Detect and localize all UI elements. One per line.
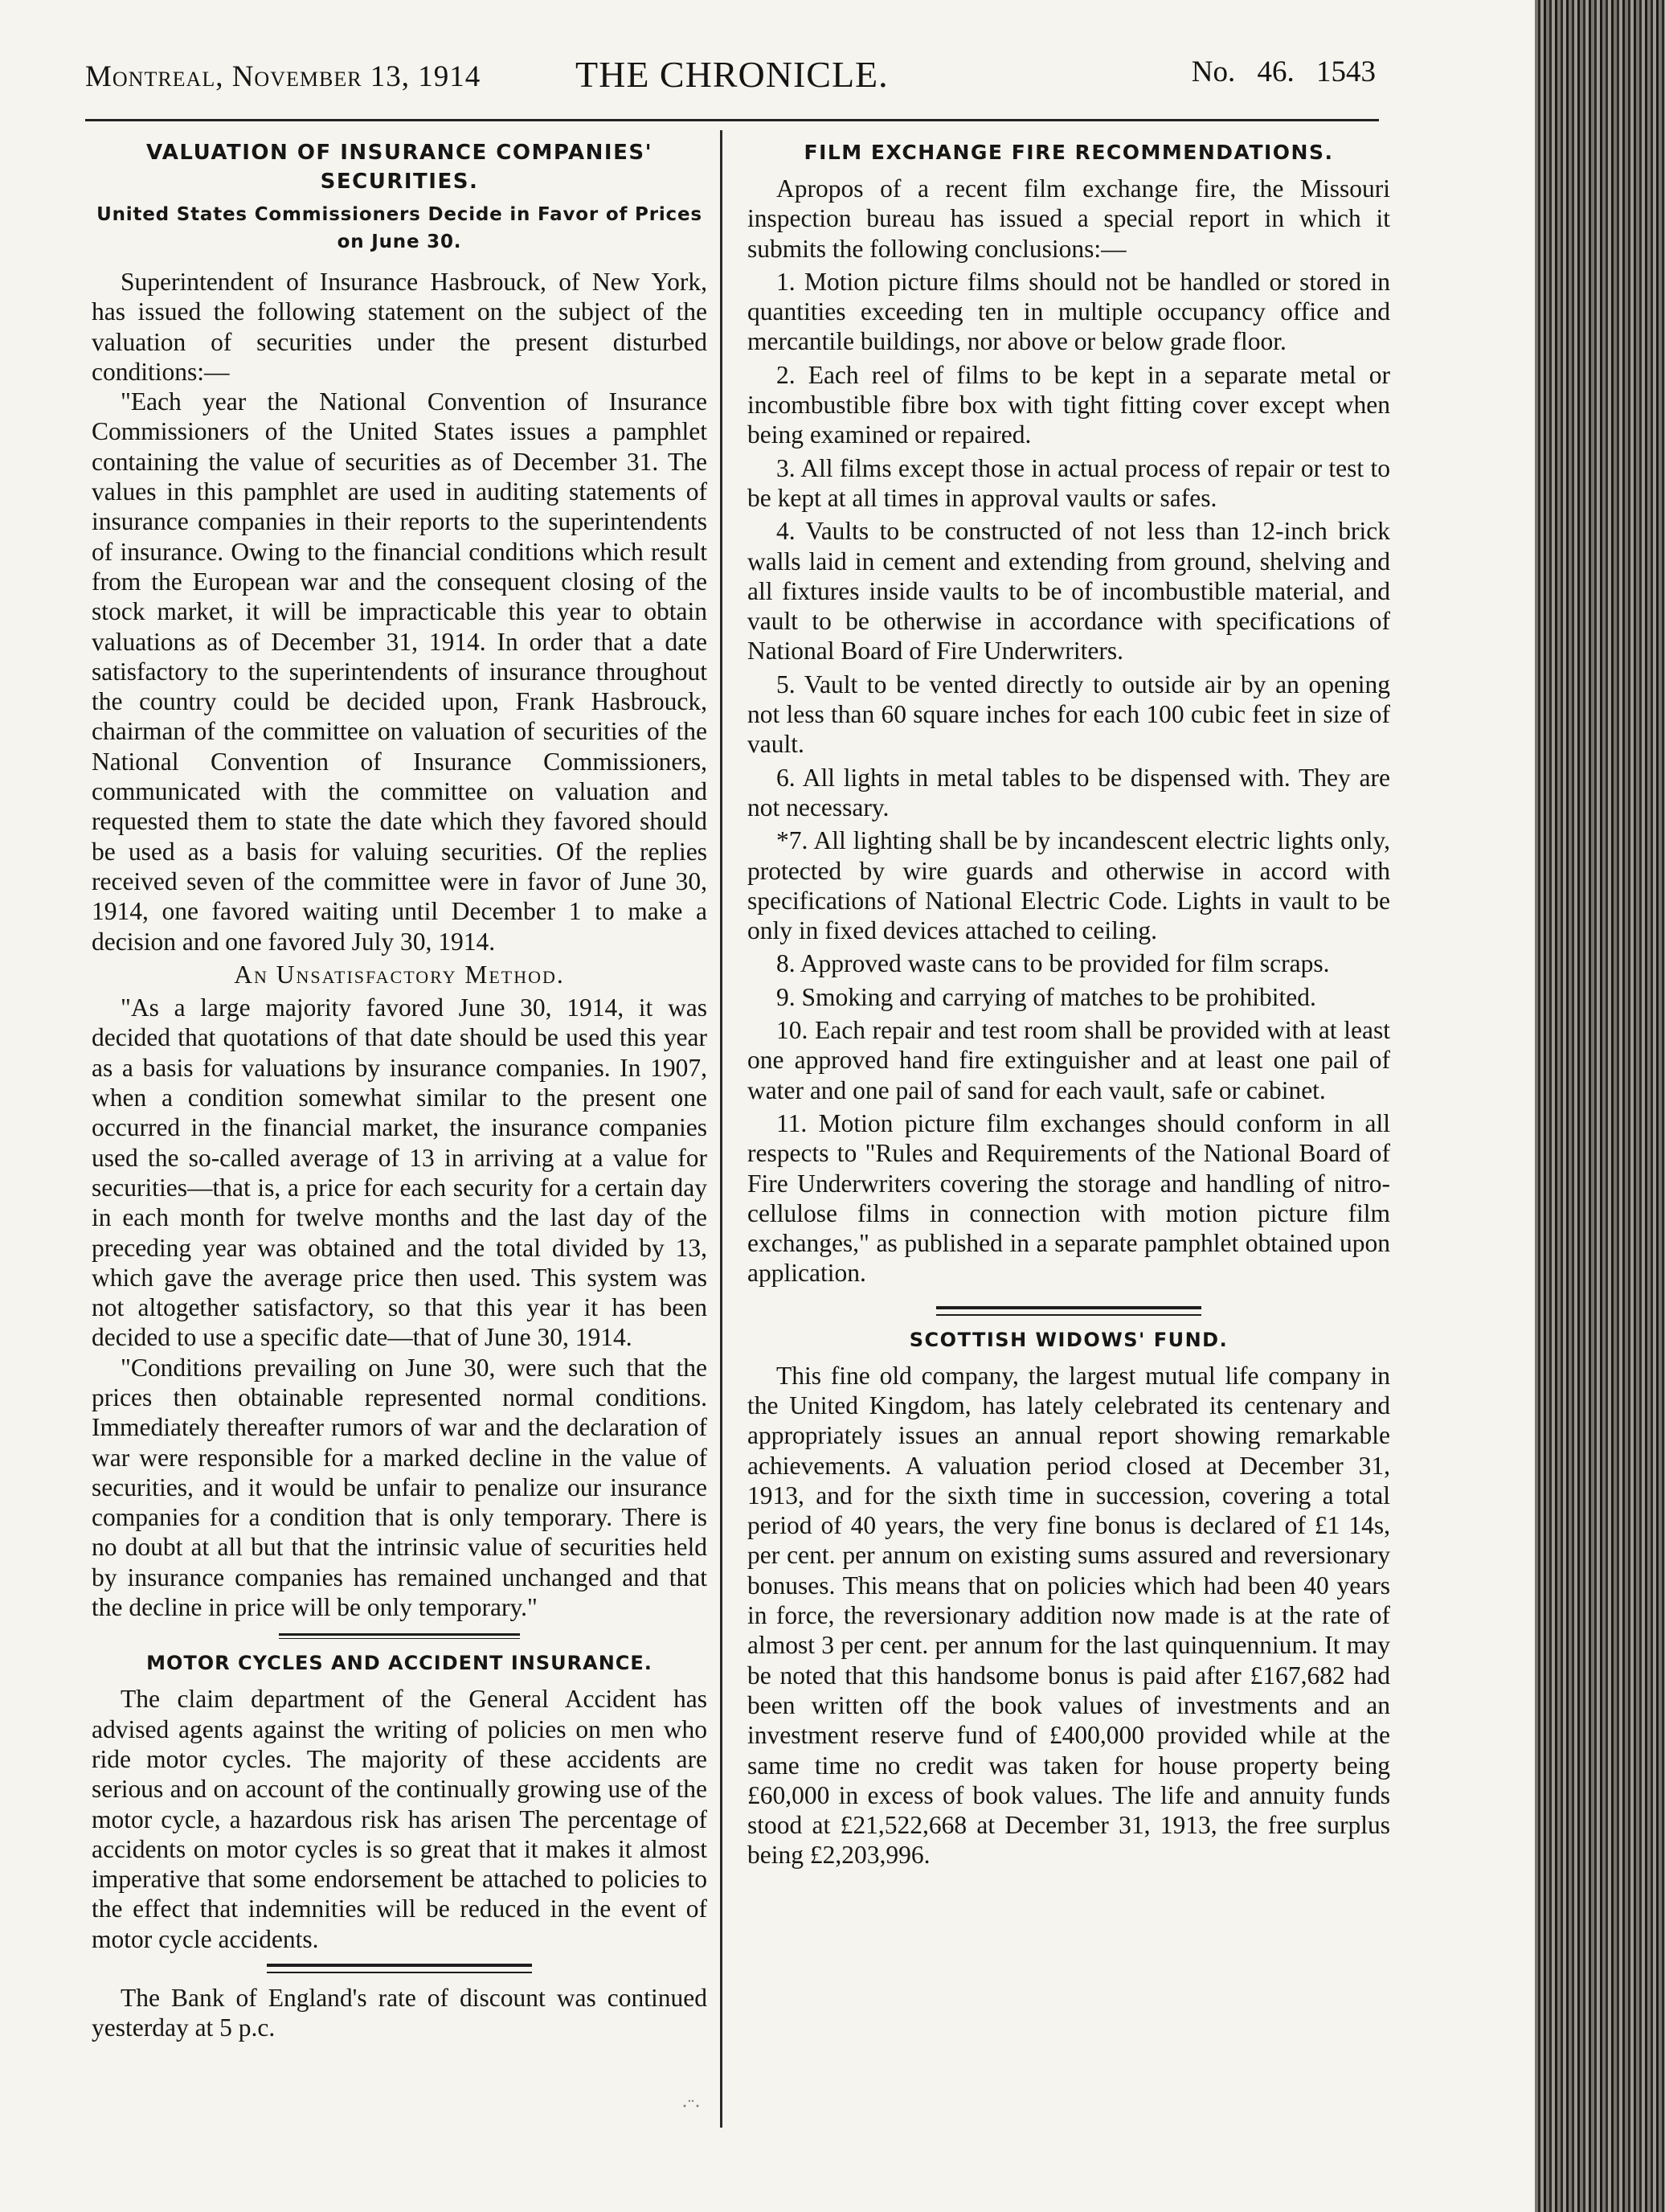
issue-number: No. 46. bbox=[1191, 55, 1295, 88]
separator-rule bbox=[936, 1306, 1201, 1316]
paragraph: Superintendent of Insurance Hasbrouck, of New York, has issued the following statement on the subject of the valuation of securities under the present disturbed conditions:— bbox=[92, 268, 707, 386]
article-title-scottish-widows: SCOTTISH WIDOWS' FUND. bbox=[909, 1328, 1229, 1351]
list-item: 3. All films except those in actual process of repair or test to be kept at all times in approval vaults or safes. bbox=[747, 453, 1390, 512]
list-item: 4. Vaults to be constructed of not less than 12-inch brick walls laid in cement and extending from ground, shelving and all fixtures inside vaults to be of incombustible material, and vault to be otherwise in accordance with specifications of National Board of Fire Underwriters. bbox=[747, 517, 1390, 666]
paragraph: Apropos of a recent film exchange fire, the Missouri inspection bureau has issued a special report in which it submits the following conclusions:— bbox=[747, 174, 1390, 263]
list-item: *7. All lighting shall be by incandescent electric lights only, protected by wire guards and otherwise in accord with specifications of National Electric Code. Lights in vault to be only in fixed devices attached to ceiling. bbox=[747, 826, 1390, 945]
subheading: An Unsatisfactory Method. bbox=[234, 960, 565, 989]
right-column bbox=[747, 138, 1390, 1870]
paragraph-bank-rate: The Bank of England's rate of discount was continued yesterday at 5 p.c. bbox=[92, 1984, 707, 2042]
article-title-valuation: VALUATION OF INSURANCE COMPANIES' SECURITIES. bbox=[145, 141, 653, 194]
list-item: 9. Smoking and carrying of matches to be prohibited. bbox=[776, 982, 1316, 1011]
header-rule bbox=[85, 119, 1379, 121]
article-title-film-exchange: FILM EXCHANGE FIRE RECOMMENDATIONS. bbox=[804, 141, 1334, 164]
dateline: Montreal, November 13, 1914 bbox=[85, 60, 481, 93]
separator-rule bbox=[279, 1633, 520, 1639]
separator-rule bbox=[267, 1964, 532, 1973]
page-mark: ·¨· bbox=[681, 2096, 701, 2117]
paragraph: "Each year the National Convention of Insurance Commissioners of the United States issues a pamphlet containing the value of securities as of December 31. The values in this pamphlet are used in auditing statements of insurance companies in their reports to the superintendents of insurance. Owing to the financial conditions which result from the European war and the consequent closing of the stock market, it will be impracticable this year to obtain valuations as of December 31, 1914. In order that a date satisfactory to the superintendents of insurance throughout the country could be decided upon, Frank Hasbrouck, chairman of the committee on valuation of securities of the National Convention of Insurance Commissioners, communicated with the committee on valuation and requested them to state the date which they favored should be used as a basis for valuing securities. Of the replies received seven of the committee were in favor of June 30, 1914, one favored waiting until December 1 to make a decision and one favored July 30, 1914. bbox=[92, 387, 707, 956]
list-item: 2. Each reel of films to be kept in a separate metal or incombustible fibre box with tight fitting cover except when being examined or repaired. bbox=[747, 360, 1390, 449]
masthead-title: THE CHRONICLE. bbox=[575, 54, 889, 95]
list-item: 10. Each repair and test room shall be provided with at least one approved hand fire extinguisher and at least one pail of water and one pail of sand for each vault, safe or cabinet. bbox=[747, 1016, 1390, 1104]
paragraph: This fine old company, the largest mutual life company in the United Kingdom, has lately celebrated its centenary and appropriately issues an annual report showing remarkable achievements. A valuation period closed at December 31, 1913, and for the sixth time in succession, covering a total period of 40 years, the very fine bonus is declared of £1 14s, per cent. per annum on existing sums assured and reversionary bonuses. This means that on policies which had been 40 years in force, the reversionary addition now made is at the rate of almost 3 per cent. per annum for the last quinquennium. It may be noted that this handsome bonus is paid after £167,682 had been written off the book values of investments and an investment reserve fund of £400,000 provided while at the same time no credit was taken for house property being £60,000 in excess of book values. The life and annuity funds stood at £21,522,668 at December 31, 1913, the free surplus being £2,203,996. bbox=[747, 1361, 1390, 1870]
column-rule bbox=[720, 130, 722, 2128]
article-title-motor-cycles: MOTOR CYCLES AND ACCIDENT INSURANCE. bbox=[146, 1652, 652, 1675]
paragraph: "Conditions prevailing on June 30, were such that the prices then obtainable represented normal conditions. Immediately thereafter rumors of war and the declaration of war were responsible for a marked decline in the value of securities, and it would be unfair to penalize our insurance companies for a condition that is only temporary. There is no doubt at all but that the intrinsic value of securities held by insurance companies has remained unchanged and that the decline in price will be only temporary." bbox=[92, 1353, 707, 1622]
left-column bbox=[92, 138, 707, 2043]
book-page-edges bbox=[1535, 0, 1665, 2212]
list-item: 11. Motion picture film exchanges should conform in all respects to "Rules and Requirements of the National Board of Fire Underwriters covering the storage and handling of nitro-cellulose films in connection with motion picture film exchanges," as published in a separate pamphlet obtained upon application. bbox=[747, 1108, 1390, 1288]
list-item: 8. Approved waste cans to be provided for film scraps. bbox=[776, 949, 1330, 978]
list-item: 1. Motion picture films should not be handled or stored in quantities exceeding ten in multiple occupancy office and mercantile buildings, nor above or below grade floor. bbox=[747, 267, 1390, 356]
list-item: 6. All lights in metal tables to be dispensed with. They are not necessary. bbox=[747, 763, 1390, 821]
paragraph: "As a large majority favored June 30, 1914, it was decided that quotations of that date should be used this year as a basis for valuations by insurance companies. In 1907, when a condition somewhat similar to the present one occurred in the financial market, the insurance companies used the so-called average of 13 in arriving at a value for securities—that is, a price for each security for a certain day in each month for twelve months and the last day of the preceding year was obtained and the total divided by 13, which gave the average price then used. This system was not altogether satisfactory, so that this year it has been decided to use a specific date—that of June 30, 1914. bbox=[92, 993, 707, 1352]
issue-and-page bbox=[1192, 55, 1376, 89]
list-item: 5. Vault to be vented directly to outside air by an opening not less than 60 square inches for each 100 cubic feet in size of vault. bbox=[747, 670, 1390, 759]
page-header bbox=[85, 48, 1376, 96]
paragraph: The claim department of the General Accident has advised agents against the writing of policies on men who ride motor cycles. The majority of these accidents are serious and on account of the continually growing use of the motor cycle, a hazardous risk has arisen The percentage of accidents on motor cycles is so great that it makes it almost imperative that some endorsement be attached to policies to the effect that indemnities will be reduced in the event of motor cycle accidents. bbox=[92, 1685, 707, 1953]
page-number: 1543 bbox=[1316, 55, 1376, 88]
article-subtitle-valuation: United States Commissioners Decide in Favor of Prices on June 30. bbox=[96, 204, 702, 252]
